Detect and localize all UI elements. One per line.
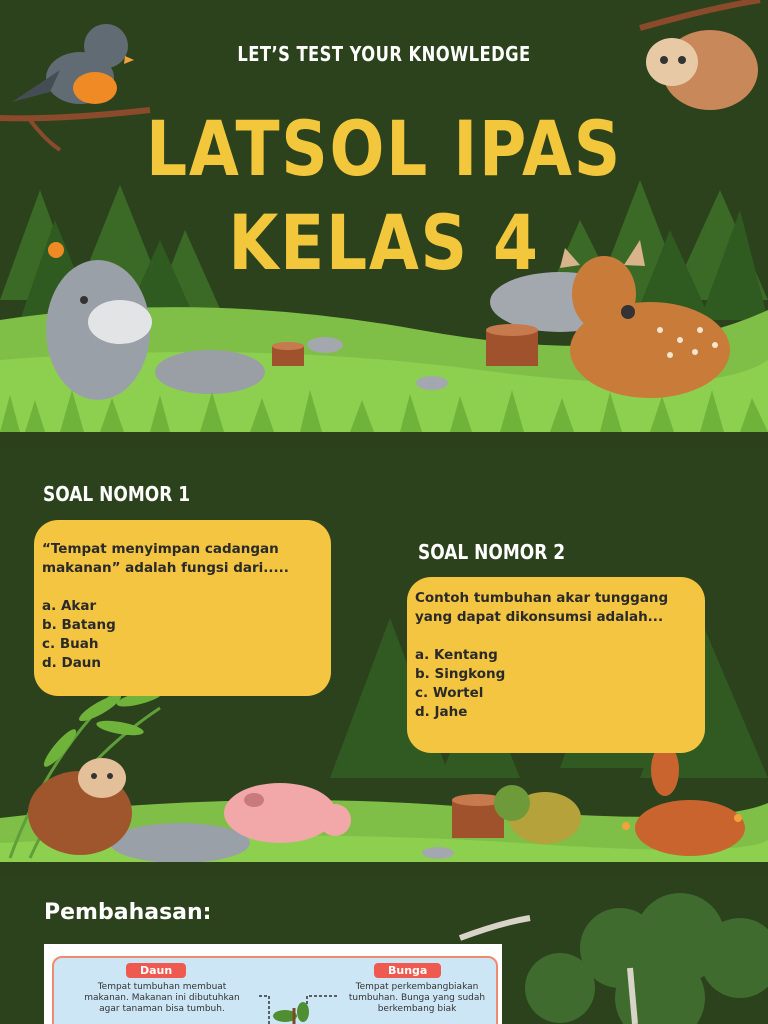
question-1-option-b: b. Batang [42, 617, 116, 633]
title-line-2: KELAS 4 [228, 198, 540, 287]
bunga-description: Tempat perkembangbiakan tumbuhan. Bunga yang sudah berkembang biak [348, 982, 486, 1014]
questions-slide [0, 448, 768, 862]
diagram-frame [52, 956, 498, 1024]
plant-parts-diagram [44, 944, 502, 1024]
plant-icon [249, 968, 339, 1024]
bunga-tag: Bunga [374, 963, 441, 978]
title-slide [0, 0, 768, 432]
question-2-heading: SOAL NOMOR 2 [418, 540, 566, 564]
subtitle: LET’S TEST YOUR KNOWLEDGE [237, 42, 531, 66]
question-2-option-c: c. Wortel [415, 685, 484, 701]
daun-description: Tempat tumbuhan membuat makanan. Makanan ini dibutuhkan agar tanaman bisa tumbuh. [84, 982, 240, 1014]
question-1-text: “Tempat menyimpan cadangan makanan” adalah fungsi dari..... [42, 541, 289, 576]
question-2-option-b: b. Singkong [415, 666, 506, 682]
discussion-heading: Pembahasan: [44, 900, 212, 925]
question-1-card [34, 520, 331, 696]
discussion-slide [0, 878, 768, 1024]
question-1-heading: SOAL NOMOR 1 [43, 482, 191, 506]
question-1-option-a: a. Akar [42, 598, 97, 614]
question-2-option-d: d. Jahe [415, 704, 468, 720]
title-line-1: LATSOL IPAS [145, 104, 622, 193]
daun-tag: Daun [126, 963, 186, 978]
question-2-option-a: a. Kentang [415, 647, 498, 663]
question-2-text: Contoh tumbuhan akar tunggang yang dapat dikonsumsi adalah... [415, 590, 669, 625]
question-1-option-c: c. Buah [42, 636, 99, 652]
question-1-option-d: d. Daun [42, 655, 102, 671]
question-2-card [407, 577, 705, 753]
